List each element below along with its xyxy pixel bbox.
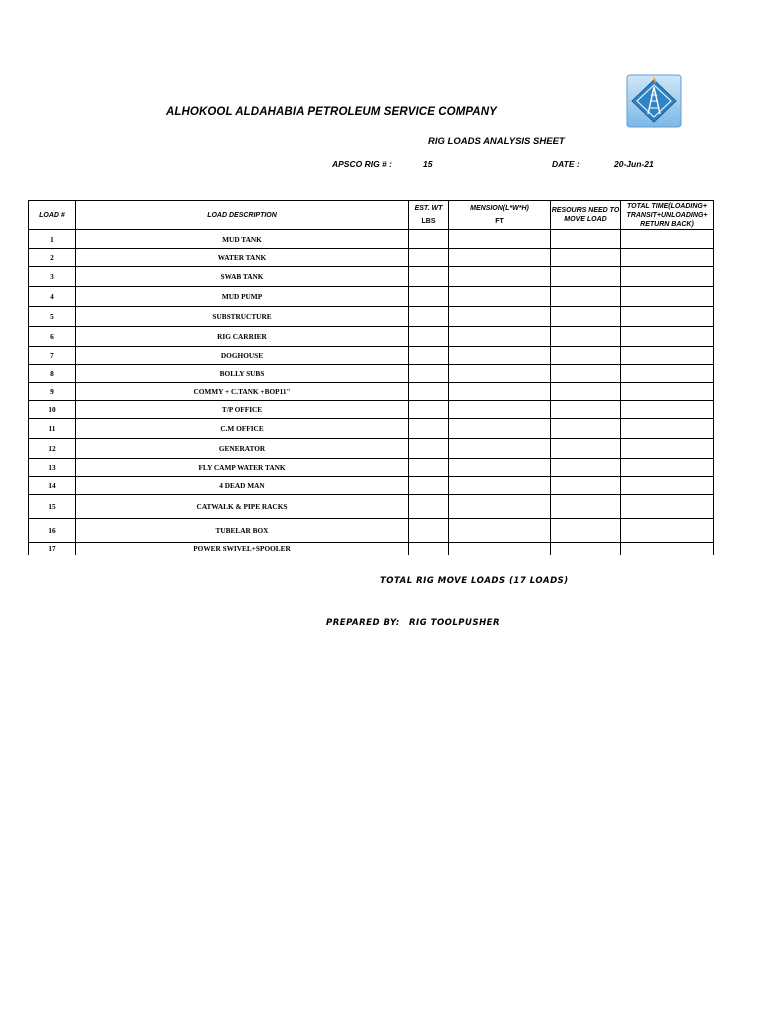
load-number-cell: 17 (29, 543, 76, 555)
table-row (29, 307, 714, 327)
total-time-cell (621, 477, 714, 495)
load-description-cell: SWAB TANK (76, 267, 409, 287)
rig-number-value: 15 (423, 159, 433, 169)
load-number-cell: 8 (29, 365, 76, 383)
load-description-cell: RIG CARRIER (76, 327, 409, 347)
table-row (29, 383, 714, 401)
load-description-cell: MUD PUMP (76, 287, 409, 307)
resources-cell (551, 439, 621, 459)
load-description-cell: 4 DEAD MAN (76, 477, 409, 495)
resources-cell (551, 365, 621, 383)
load-description-cell: CATWALK & PIPE RACKS (76, 495, 409, 519)
table-row (29, 459, 714, 477)
load-number-cell: 1 (29, 230, 76, 249)
dimension-cell (449, 365, 551, 383)
load-description-cell: DOGHOUSE (76, 347, 409, 365)
resources-cell (551, 401, 621, 419)
column-header-resources: RESOURS NEED TO MOVE LOAD (551, 201, 621, 230)
total-time-cell (621, 401, 714, 419)
prepared-by-label: PREPARED BY: (326, 618, 400, 628)
load-description-cell: FLY CAMP WATER TANK (76, 459, 409, 477)
column-header-dimension (449, 201, 551, 230)
dimension-cell (449, 477, 551, 495)
dimension-cell (449, 495, 551, 519)
load-number-cell: 4 (29, 287, 76, 307)
load-number-cell: 11 (29, 419, 76, 439)
sheet-title: RIG LOADS ANALYSIS SHEET (428, 136, 565, 147)
est-wt-cell (409, 287, 449, 307)
resources-cell (551, 249, 621, 267)
est-wt-cell (409, 383, 449, 401)
table-row (29, 477, 714, 495)
table-row (29, 495, 714, 519)
rig-number-label: APSCO RIG # : (332, 159, 392, 169)
table-row (29, 439, 714, 459)
dimension-cell (449, 519, 551, 543)
table-row (29, 543, 714, 555)
load-number-cell: 15 (29, 495, 76, 519)
table-row (29, 519, 714, 543)
load-description-cell: C.M OFFICE (76, 419, 409, 439)
column-header-description: LOAD DESCRIPTION (76, 201, 409, 230)
resources-cell (551, 287, 621, 307)
table-row (29, 249, 714, 267)
load-number-cell: 7 (29, 347, 76, 365)
table-header-row (29, 201, 714, 230)
total-time-cell (621, 249, 714, 267)
table-row (29, 365, 714, 383)
load-description-cell: SUBSTRUCTURE (76, 307, 409, 327)
load-description-cell: T/P OFFICE (76, 401, 409, 419)
load-description-cell: COMMY + C.TANK +BOP11" (76, 383, 409, 401)
prepared-by-value: RIG TOOLPUSHER (409, 618, 501, 628)
est-wt-cell (409, 267, 449, 287)
total-time-cell (621, 459, 714, 477)
load-number-cell: 10 (29, 401, 76, 419)
load-description-cell: GENERATOR (76, 439, 409, 459)
total-time-cell (621, 347, 714, 365)
load-number-cell: 16 (29, 519, 76, 543)
load-number-cell: 13 (29, 459, 76, 477)
total-time-cell (621, 439, 714, 459)
est-wt-cell (409, 477, 449, 495)
total-time-cell (621, 307, 714, 327)
dimension-cell (449, 383, 551, 401)
est-wt-cell (409, 459, 449, 477)
dimension-cell (449, 401, 551, 419)
dimension-cell (449, 267, 551, 287)
resources-cell (551, 267, 621, 287)
dimension-cell (449, 459, 551, 477)
est-wt-cell (409, 347, 449, 365)
date-label: DATE : (552, 159, 580, 169)
load-description-cell: TUBELAR BOX (76, 519, 409, 543)
total-time-cell (621, 519, 714, 543)
load-number-cell: 3 (29, 267, 76, 287)
dimension-cell (449, 347, 551, 365)
table-row (29, 401, 714, 419)
total-time-cell (621, 365, 714, 383)
est-wt-cell (409, 401, 449, 419)
est-wt-cell (409, 249, 449, 267)
total-time-cell (621, 230, 714, 249)
rig-loads-table (28, 200, 714, 555)
est-wt-cell (409, 495, 449, 519)
load-description-cell: WATER TANK (76, 249, 409, 267)
resources-cell (551, 459, 621, 477)
est-wt-cell (409, 327, 449, 347)
table-row (29, 287, 714, 307)
dimension-cell (449, 230, 551, 249)
column-header-total-time: TOTAL TIME(LOADING+ TRANSIT+UNLOADING+ RETURN BACK) (621, 201, 714, 230)
load-number-cell: 9 (29, 383, 76, 401)
table-row (29, 327, 714, 347)
total-time-cell (621, 383, 714, 401)
column-header-est-wt (409, 201, 449, 230)
total-time-cell (621, 327, 714, 347)
resources-cell (551, 543, 621, 555)
column-header-load-no: LOAD # (29, 201, 76, 230)
oil-derrick-logo-icon (626, 74, 682, 128)
est-wt-cell (409, 543, 449, 555)
total-time-cell (621, 419, 714, 439)
load-number-cell: 12 (29, 439, 76, 459)
load-number-cell: 5 (29, 307, 76, 327)
table-row (29, 267, 714, 287)
resources-cell (551, 519, 621, 543)
dimension-cell (449, 439, 551, 459)
resources-cell (551, 347, 621, 365)
total-loads: TOTAL RIG MOVE LOADS (17 LOADS) (380, 576, 569, 586)
dimension-cell (449, 419, 551, 439)
load-number-cell: 6 (29, 327, 76, 347)
table-row (29, 230, 714, 249)
total-time-cell (621, 495, 714, 519)
load-description-cell: POWER SWIVEL+SPOOLER (76, 543, 409, 555)
load-description-cell: MUD TANK (76, 230, 409, 249)
est-wt-label: EST. WT (414, 205, 443, 212)
dimension-unit: FT (495, 218, 504, 225)
load-number-cell: 14 (29, 477, 76, 495)
resources-cell (551, 419, 621, 439)
est-wt-cell (409, 307, 449, 327)
resources-cell (551, 327, 621, 347)
total-time-cell (621, 267, 714, 287)
dimension-label: MENSION(L*W*H) (470, 205, 529, 212)
est-wt-cell (409, 230, 449, 249)
dimension-cell (449, 327, 551, 347)
dimension-cell (449, 249, 551, 267)
load-description-cell: BOLLY SUBS (76, 365, 409, 383)
dimension-cell (449, 287, 551, 307)
dimension-cell (449, 307, 551, 327)
est-wt-cell (409, 365, 449, 383)
est-wt-cell (409, 439, 449, 459)
company-name: ALHOKOOL ALDAHABIA PETROLEUM SERVICE COMPANY (166, 106, 497, 118)
resources-cell (551, 230, 621, 249)
table-row (29, 419, 714, 439)
table-row (29, 347, 714, 365)
load-number-cell: 2 (29, 249, 76, 267)
est-wt-cell (409, 419, 449, 439)
resources-cell (551, 477, 621, 495)
dimension-cell (449, 543, 551, 555)
est-wt-unit: LBS (421, 218, 436, 225)
total-time-cell (621, 543, 714, 555)
date-value: 20-Jun-21 (614, 159, 654, 169)
total-time-cell (621, 287, 714, 307)
resources-cell (551, 383, 621, 401)
est-wt-cell (409, 519, 449, 543)
resources-cell (551, 307, 621, 327)
resources-cell (551, 495, 621, 519)
